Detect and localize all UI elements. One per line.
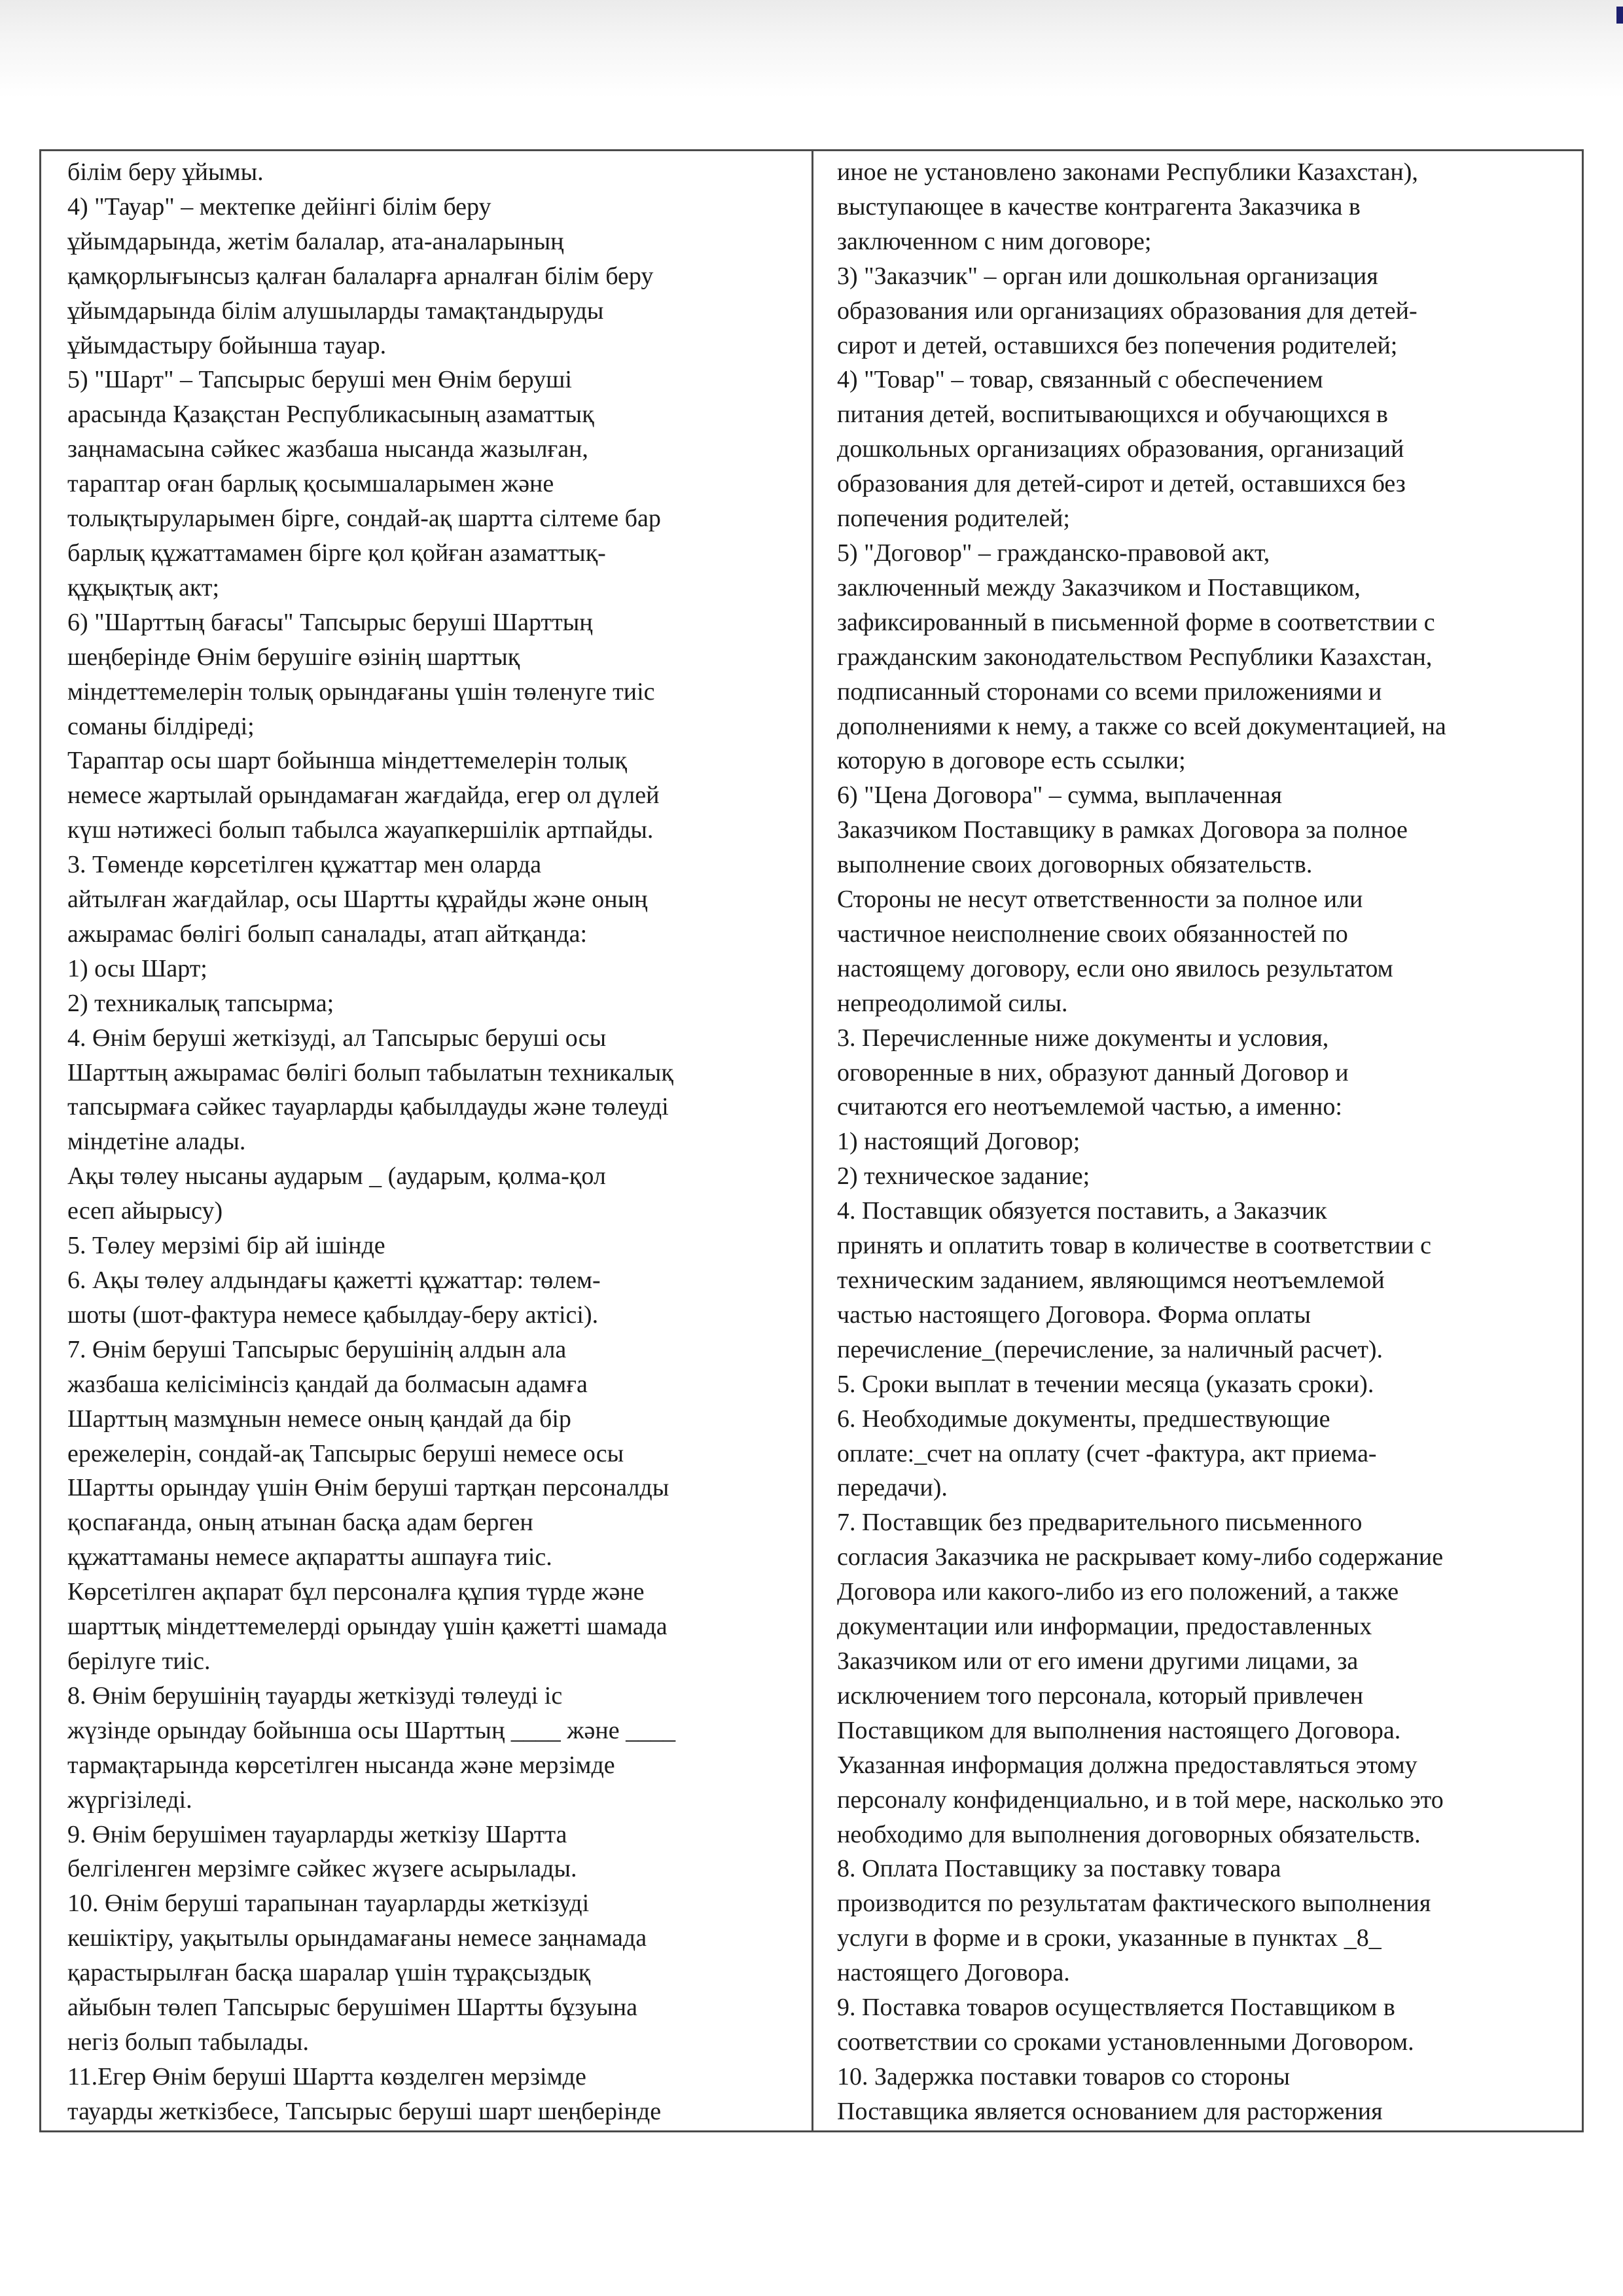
russian-text-line: необходимо для выполнения договорных обязательств. xyxy=(837,1820,1421,1848)
kazakh-text-line: шеңберінде Өнім берушіге өзінің шарттық xyxy=(67,643,520,671)
kazakh-text-line: қоспағанда, оның атынан басқа адам берген xyxy=(67,1509,533,1537)
kazakh-text-line: айыбын төлеп Тапсырыс берушімен Шартты бұзуына xyxy=(67,1994,637,2022)
bilingual-contract-table xyxy=(39,149,1584,2132)
russian-text-line: Договора или какого-либо из его положений, а также xyxy=(837,1578,1399,1606)
russian-text-line: производится по результатам фактического выполнения xyxy=(837,1890,1431,1918)
russian-text-line: частичное неисполнение своих обязанностей по xyxy=(837,920,1348,948)
kazakh-text-line: білім беру ұйымы. xyxy=(67,158,264,186)
russian-text-line: гражданским законодательством Республики Казахстан, xyxy=(837,643,1433,671)
kazakh-text-line: берілуге тиіс. xyxy=(67,1647,211,1675)
kazakh-text-line: тауарды жеткізбесе, Тапсырыс беруші шарт шеңберінде xyxy=(67,2097,662,2125)
russian-column xyxy=(813,151,1582,2130)
kazakh-text-line: есеп айырысу) xyxy=(67,1197,223,1225)
russian-text-line: подписанный сторонами со всеми приложениями и xyxy=(837,677,1382,706)
russian-text-line: принять и оплатить товар в количестве в соответствии с xyxy=(837,1232,1432,1260)
russian-text-line: Поставщиком для выполнения настоящего Договора. xyxy=(837,1716,1401,1744)
russian-text-line: 3) "Заказчик" – орган или дошкольная организация xyxy=(837,262,1378,290)
russian-text-line: перечисление_(перечисление, за наличный расчет). xyxy=(837,1335,1383,1363)
russian-text-line: дошкольных организациях образования, организаций xyxy=(837,435,1404,463)
kazakh-text-line: ережелерін, сондай-ақ Тапсырыс беруші немесе осы xyxy=(67,1439,624,1467)
russian-text-line: передачи). xyxy=(837,1474,948,1502)
russian-text-line: попечения родителей; xyxy=(837,505,1070,533)
russian-text-line: 8. Оплата Поставщику за поставку товара xyxy=(837,1855,1281,1883)
kazakh-text-line: 3. Төменде көрсетілген құжаттар мен оларда xyxy=(67,851,542,879)
kazakh-text-line: 11.Егер Өнім беруші Шартта көзделген мерзімде xyxy=(67,2062,586,2090)
russian-text-line: выполнение своих договорных обязательств. xyxy=(837,851,1313,879)
russian-text-line: заключенный между Заказчиком и Поставщиком, xyxy=(837,573,1361,601)
kazakh-text-line: құқықтық акт; xyxy=(67,573,220,601)
russian-text-line: 7. Поставщик без предварительного письменного xyxy=(837,1509,1363,1537)
russian-text-line: 2) техническое задание; xyxy=(837,1162,1090,1191)
kazakh-text-line: қамқорлығынсыз қалған балаларға арналған білім беру xyxy=(67,262,654,290)
kazakh-text-line: айтылған жағдайлар, осы Шартты құрайды және оның xyxy=(67,886,648,914)
russian-text-line: настоящего Договора. xyxy=(837,1959,1070,1987)
russian-text-line: 4) "Товар" – товар, связанный с обеспечением xyxy=(837,366,1323,394)
kazakh-text-line: жүргізіледі. xyxy=(67,1785,192,1814)
kazakh-text-line: тапсырмаға сәйкес тауарларды қабылдауды және төлеуді xyxy=(67,1093,669,1121)
kazakh-text-line: арасында Қазақстан Республикасының азаматтық xyxy=(67,401,594,429)
russian-text-line: Заказчиком Поставщику в рамках Договора за полное xyxy=(837,816,1408,844)
russian-text-line: образования или организациях образования для детей- xyxy=(837,296,1418,325)
russian-text-line: 9. Поставка товаров осуществляется Поставщиком в xyxy=(837,1994,1395,2022)
russian-text-line: 10. Задержка поставки товаров со стороны xyxy=(837,2062,1290,2090)
kazakh-text-line: белгіленген мерзімге сәйкес жүзеге асырылады. xyxy=(67,1855,577,1883)
kazakh-text-line: 4. Өнім беруші жеткізуді, ал Тапсырыс беруші осы xyxy=(67,1024,607,1052)
russian-text-line: иное не установлено законами Республики Казахстан), xyxy=(837,158,1418,186)
russian-text-line: 6. Необходимые документы, предшествующие xyxy=(837,1405,1330,1433)
kazakh-text-line: заңнамасына сәйкес жазбаша нысанда жазылған, xyxy=(67,435,588,463)
kazakh-text-line: 8. Өнім берушінің тауарды жеткізуді төлеуді іс xyxy=(67,1681,563,1710)
russian-text-line: оговоренные в них, образуют данный Договор и xyxy=(837,1058,1349,1086)
russian-text-line: 4. Поставщик обязуется поставить, а Заказчик xyxy=(837,1197,1327,1225)
kazakh-text-line: Көрсетілген ақпарат бұл персоналға құпия түрде және xyxy=(67,1578,645,1606)
russian-text-line: Указанная информация должна предоставляться этому xyxy=(837,1751,1418,1779)
russian-text-line: считаются его неотъемлемой частью, а именно: xyxy=(837,1093,1342,1121)
kazakh-text-line: шарттық міндеттемелерді орындау үшін қажетті шамада xyxy=(67,1613,668,1641)
scan-edge-mark xyxy=(1616,7,1623,24)
russian-text-line: согласия Заказчика не раскрывает кому-либо содержание xyxy=(837,1543,1444,1571)
kazakh-text-line: соманы білдіреді; xyxy=(67,712,255,740)
kazakh-column xyxy=(41,151,813,2130)
kazakh-text-line: шоты (шот-фактура немесе қабылдау-беру актісі). xyxy=(67,1300,599,1329)
russian-text-line: техническим заданием, являющимся неотъемлемой xyxy=(837,1266,1385,1294)
kazakh-text-line: тараптар оған барлық қосымшаларымен және xyxy=(67,470,554,498)
russian-text-line: дополнениями к нему, а также со всей документацией, на xyxy=(837,712,1446,740)
kazakh-text-line: кешіктіру, уақытылы орындамағаны немесе заңнамада xyxy=(67,1924,647,1952)
kazakh-text-line: міндетіне алады. xyxy=(67,1128,246,1156)
kazakh-text-line: ұйымдарында, жетім балалар, ата-аналарының xyxy=(67,227,564,255)
russian-text-line: зафиксированный в письменной форме в соответствии с xyxy=(837,608,1435,636)
russian-text-line: Заказчиком или от его имени другими лицами, за xyxy=(837,1647,1359,1675)
russian-text-line: заключенном с ним договоре; xyxy=(837,227,1152,255)
kazakh-text-line: Шарттың ажырамас бөлігі болып табылатын техникалық xyxy=(67,1058,673,1086)
russian-text-line: услуги в форме и в сроки, указанные в пунктах _8_ xyxy=(837,1924,1382,1952)
russian-text-line: которую в договоре есть ссылки; xyxy=(837,747,1186,775)
kazakh-text-line: қарастырылған басқа шаралар үшін тұрақсыздық xyxy=(67,1959,591,1987)
russian-text-line: персоналу конфиденциально, и в той мере, насколько это xyxy=(837,1785,1444,1814)
russian-text-line: Поставщика является основанием для расторжения xyxy=(837,2097,1383,2125)
russian-text-line: соответствии со сроками установленными Договором. xyxy=(837,2028,1414,2056)
kazakh-text-line: міндеттемелерін толық орындағаны үшін төленуге тиіс xyxy=(67,677,655,706)
russian-text-line: 5. Сроки выплат в течении месяца (указать сроки). xyxy=(837,1370,1374,1398)
kazakh-text-line: Тараптар осы шарт бойынша міндеттемелерін толық xyxy=(67,747,627,775)
kazakh-text-line: 6) "Шарттың бағасы" Тапсырыс беруші Шарттың xyxy=(67,608,593,636)
russian-text-line: настоящему договору, если оно явилось результатом xyxy=(837,954,1393,982)
kazakh-text-line: 2) техникалық тапсырма; xyxy=(67,989,334,1017)
kazakh-text-line: толықтыруларымен бірге, сондай-ақ шартта сілтеме бар xyxy=(67,505,661,533)
kazakh-text-line: тармақтарында көрсетілген нысанда және мерзімде xyxy=(67,1751,615,1779)
russian-text-line: образования для детей-сирот и детей, оставшихся без xyxy=(837,470,1406,498)
kazakh-text-line: ажырамас бөлігі болып саналады, атап айтқанда: xyxy=(67,920,588,948)
kazakh-text-line: 10. Өнім беруші тарапынан тауарларды жеткізуді xyxy=(67,1890,590,1918)
kazakh-text-line: 7. Өнім беруші Тапсырыс берушінің алдын ала xyxy=(67,1335,567,1363)
russian-text-line: 1) настоящий Договор; xyxy=(837,1128,1080,1156)
kazakh-text-line: 1) осы Шарт; xyxy=(67,954,207,982)
kazakh-text-line: 4) "Тауар" – мектепке дейінгі білім беру xyxy=(67,192,491,221)
russian-text-line: частью настоящего Договора. Форма оплаты xyxy=(837,1300,1311,1329)
kazakh-text-line: ұйымдарында білім алушыларды тамақтандыруды xyxy=(67,296,604,325)
russian-text-line: 3. Перечисленные ниже документы и условия, xyxy=(837,1024,1329,1052)
kazakh-text-line: 9. Өнім берушімен тауарларды жеткізу Шартта xyxy=(67,1820,567,1848)
kazakh-text-line: жүзінде орындау бойынша осы Шарттың ____ және ____ xyxy=(67,1716,676,1744)
russian-text-line: исключением того персонала, который привлечен xyxy=(837,1681,1364,1710)
russian-text-line: 6) "Цена Договора" – сумма, выплаченная xyxy=(837,781,1282,810)
russian-text-line: сирот и детей, оставшихся без попечения родителей; xyxy=(837,331,1398,359)
kazakh-text-line: күш нәтижесі болып табылса жауапкершілік артпайды. xyxy=(67,816,654,844)
kazakh-text-line: 5. Төлеу мерзімі бір ай ішінде xyxy=(67,1232,385,1260)
kazakh-text-line: құжаттаманы немесе ақпаратты ашпауға тиіс. xyxy=(67,1543,552,1571)
russian-text-line: оплате:_счет на оплату (счет -фактура, акт приема- xyxy=(837,1439,1377,1467)
kazakh-text-line: жазбаша келісімінсіз қандай да болмасын адамға xyxy=(67,1370,588,1398)
scan-shading xyxy=(0,0,1623,98)
kazakh-text-line: Шарттың мазмұнын немесе оның қандай да бір xyxy=(67,1405,571,1433)
russian-text-line: 5) "Договор" – гражданско-правовой акт, xyxy=(837,539,1270,567)
kazakh-text-line: ұйымдастыру бойынша тауар. xyxy=(67,331,387,359)
russian-text-line: Стороны не несут ответственности за полное или xyxy=(837,886,1363,914)
kazakh-text-line: немесе жартылай орындамаған жағдайда, егер ол дүлей xyxy=(67,781,660,810)
russian-text-line: питания детей, воспитывающихся и обучающихся в xyxy=(837,401,1388,429)
russian-text-line: выступающее в качестве контрагента Заказчика в xyxy=(837,192,1361,221)
kazakh-text-line: барлық құжаттамамен бірге қол қойған азаматтық- xyxy=(67,539,606,567)
russian-text-line: документации или информации, предоставленных xyxy=(837,1613,1372,1641)
kazakh-text-line: 6. Ақы төлеу алдындағы қажетті құжаттар: төлем- xyxy=(67,1266,601,1294)
russian-text-line: непреодолимой силы. xyxy=(837,989,1068,1017)
kazakh-text-line: Ақы төлеу нысаны аударым _ (аударым, қолма-қол xyxy=(67,1162,606,1191)
kazakh-text-line: негіз болып табылады. xyxy=(67,2028,310,2056)
kazakh-text-line: Шартты орындау үшін Өнім беруші тартқан персоналды xyxy=(67,1474,669,1502)
kazakh-text-line: 5) "Шарт" – Тапсырыс беруші мен Өнім беруші xyxy=(67,366,572,394)
